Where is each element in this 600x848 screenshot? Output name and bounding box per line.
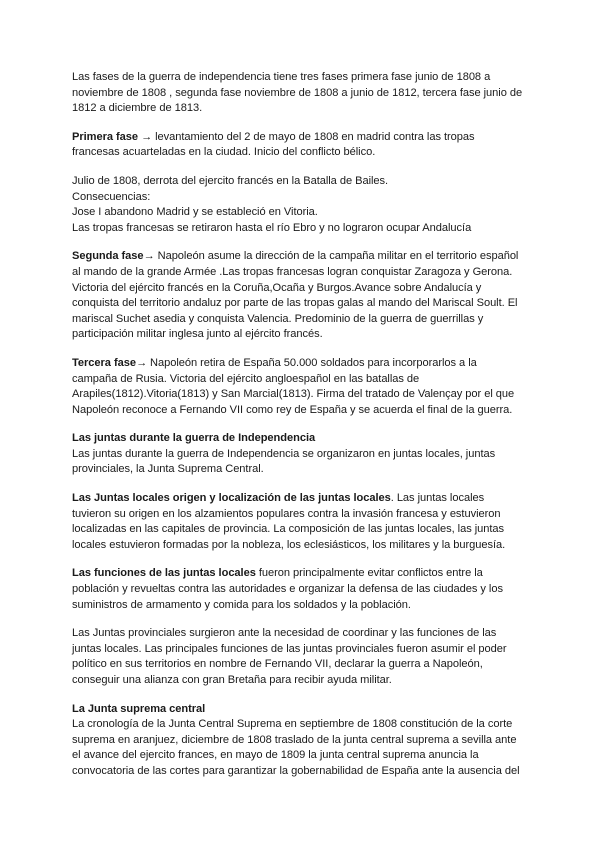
funciones-heading: Las funciones de las juntas locales [72,567,256,580]
segunda-fase-paragraph [72,249,532,343]
tercera-fase-heading: Tercera fase [72,356,136,369]
text-line: suprema en aranjuez, diciembre de 1808 traslado de la junta central suprema a sevilla ante [72,733,517,746]
juntas-paragraph [72,431,532,478]
text-run: → levantamiento del 2 de mayo de 1808 en madrid contra las tropas [138,130,475,143]
text-line: Victoria del ejército francés en la Coruña,Ocaña y Burgos.Avance sobre Andalucía y [72,281,482,294]
text-run: → Napoleón asume la dirección de la campaña militar en el territorio español [143,250,519,263]
text-line: participación militar inglesa junto al ejército francés. [72,328,323,341]
text-line: Las juntas durante la guerra de Independencia se organizaron en juntas locales, juntas [72,447,496,460]
funciones-paragraph [72,566,532,613]
text-line: Las fases de la guerra de independencia tiene tres fases primera fase junio de 1808 a [72,71,491,83]
text-line [72,491,532,507]
text-line: localizadas en las capitales de provincia. La composición de las juntas locales, las juntas [72,523,505,536]
text-line: Arapiles(1812).Vitoria(1813) y San Marcial(1813). Firma del tratado de Valençay por el que [72,388,515,401]
junta-suprema-heading: La Junta suprema central [72,702,206,715]
text-line: político en sus territorios en nombre de Fernando VII, declarar la guerra a Napoleón, [72,658,483,671]
segunda-fase-heading: Segunda fase [72,250,144,263]
text-line: Napoleón reconoce a Fernando VII como rey de España y se acuerda el final de la guerra. [72,403,513,416]
junta-suprema-paragraph [72,702,532,780]
intro-paragraph [72,70,532,117]
text-line: francesas acuarteladas en la ciudad. Inicio del conflicto bélico. [72,146,376,159]
text-line: La cronología de la Junta Central Suprema en septiembre de 1808 constitución de la corte [72,718,513,731]
text-line: juntas locales. Las principales funciones de las juntas provinciales fueron asumir el poder [72,642,507,655]
text-line: conseguir una alianza con gran Bretaña para recibir ayuda militar. [72,674,392,686]
text-line: Las Juntas provinciales surgieron ante la necesidad de coordinar y las funciones de las [72,627,497,640]
juntas-provinciales-paragraph [72,626,532,688]
text-line: 1812 a diciembre de 1813. [72,102,203,115]
text-line [72,130,532,146]
document-page [72,70,532,780]
text-run: fueron principalmente evitar conflictos entre la [255,567,483,580]
text-line: conquista del territorio andaluz por parte de las tropas galas al mando del Mariscal Soult. El [72,297,518,310]
text-line [72,566,532,582]
text-line: Las tropas francesas se retiraron hasta el río Ebro y no lograron ocupar Andalucía [72,221,472,234]
juntas-heading: Las juntas durante la guerra de Independencia [72,432,316,445]
tercera-fase-paragraph [72,356,532,418]
text-line: campaña de Rusia. Victoria del ejército angloespañol en las batallas de [72,372,420,385]
text-run: . Las juntas locales [390,492,485,505]
text-line: población y revueltas contra las autoridades e organizar la defensa de las ciudades y los [72,583,503,596]
text-line: suministros de armamento y comida para los soldados y la población. [72,598,411,611]
bailen-paragraph [72,174,532,236]
text-line: provinciales, la Junta Suprema Central. [72,463,264,476]
text-line: locales estuvieron formadas por la nobleza, los eclesiásticos, los militares y la burguesía. [72,538,506,551]
text-line [72,356,532,372]
juntas-locales-origen-paragraph [72,491,532,553]
text-run: → Napoleón retira de España 50.000 soldados para incorporarlos a la [135,356,477,369]
text-line: al mando de la grande Armée .Las tropas francesas logran conquistar Zaragoza y Gerona. [72,265,513,278]
text-line: Consecuencias: [72,190,151,203]
primera-fase-paragraph [72,130,532,161]
text-line: mariscal Suchet asedia y conquista Valencia. Predominio de la guerra de guerrillas y [72,312,484,325]
text-line: tuvieron su origen en los alzamientos populares contra la invasión francesa y estuvieron [72,507,501,520]
text-line [72,249,532,265]
primera-fase-heading: Primera fase [72,130,139,143]
text-line: Jose I abandono Madrid y se estableció en Vitoria. [72,206,318,219]
text-line: convocatoria de las cortes para garantizar la gobernabilidad de España ante la ausencia del [72,764,520,777]
text-line: Julio de 1808, derrota del ejercito francés en la Batalla de Bailes. [72,174,389,187]
text-line: noviembre de 1808 , segunda fase noviembre de 1808 a junio de 1812, tercera fase junio de [72,86,523,99]
juntas-locales-origen-heading: Las Juntas locales origen y localización de las juntas locales [72,492,391,505]
text-line: el avance del ejercito frances, en mayo de 1809 la junta central suprema anuncia la [72,749,479,762]
